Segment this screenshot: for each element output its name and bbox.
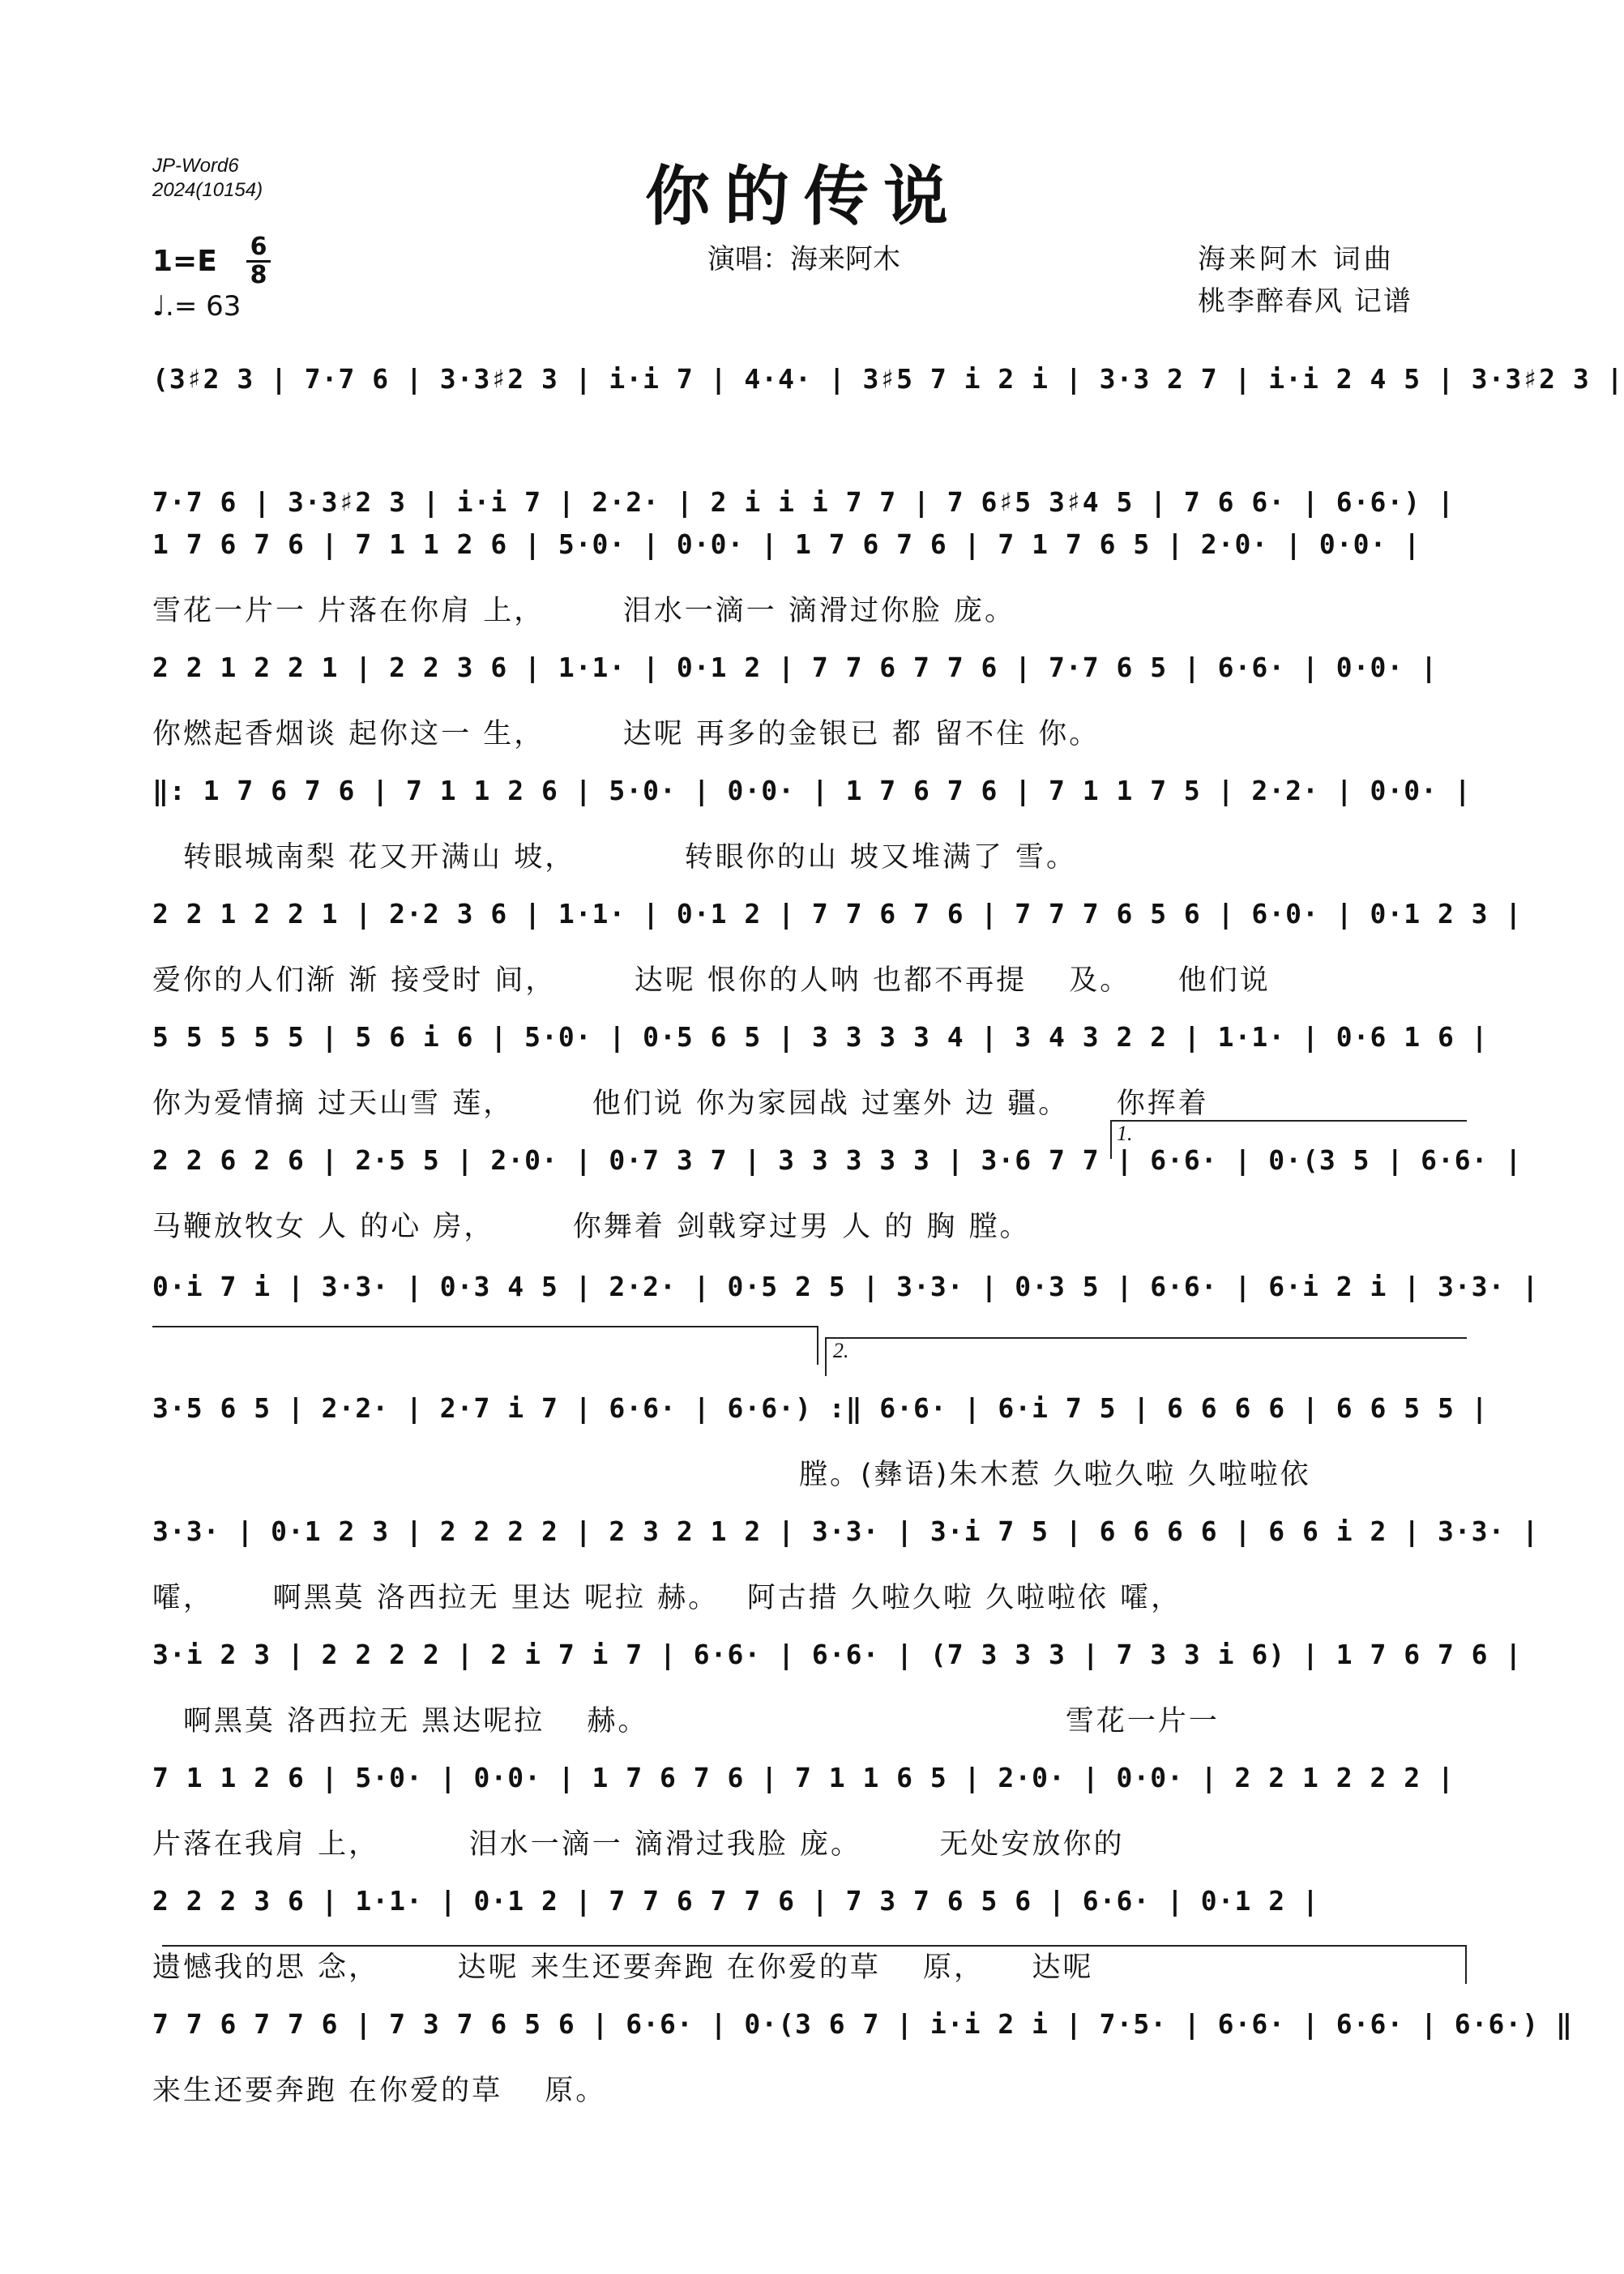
notation-line: 2 2 1 2 2 1 | 2·2 3 6 | 1·1· | 0·1 2 | 7 7 6 7 6 | 7 7 7 6 5 6 | 6·0· | 0·1 2 3 | <box>152 898 1523 930</box>
key-signature: 1=E <box>152 245 217 278</box>
singer-label: 演唱：海来阿木 <box>707 243 900 276</box>
score-system <box>152 888 1523 1002</box>
score-system <box>152 1998 1573 2112</box>
notation-line: 7·7 6 | 3·3♯2 3 | i·i 7 | 2·2· | 2 i i i 7 7 | 7 6♯5 3♯4 5 | 7 6 6· | 6·6·) | <box>152 486 1455 518</box>
lyric-line: 片落在我肩 上， 泪水一滴一 滴滑过我脸 庞。 无处安放你的 <box>152 1828 1125 1861</box>
second-ending-bracket <box>825 1337 1467 1376</box>
score-system <box>152 1629 1523 1742</box>
notation-line: (3♯2 3 | 7·7 6 | 3·3♯2 3 | i·i 7 | 4·4· | 3♯5 7 i 2 i | 3·3 2 7 | i·i 2 4 5 | 3·3♯2 3 | <box>152 363 1624 395</box>
first-ending-continuation-bracket <box>152 1326 818 1365</box>
notation-line: 3·5 6 5 | 2·2· | 2·7 i 7 | 6·6· | 6·6·) :‖ 6·6· | 6·i 7 5 | 6 6 6 6 | 6 6 5 5 | <box>152 1392 1489 1424</box>
notation-line: 3·i 2 3 | 2 2 2 2 | 2 i 7 i 7 | 6·6· | 6·6· | (7 3 3 3 | 7 3 3 i 6) | 1 7 6 7 6 | <box>152 1639 1523 1670</box>
lyric-line: 你燃起香烟谈 起你这一 生， 达呢 再多的金银已 都 留不住 你。 <box>152 718 1100 750</box>
lyric-line: 膛。(彝语)朱木惹 久啦久啦 久啦啦依 <box>152 1459 1311 1491</box>
software-label: JP-Word6 <box>152 155 239 177</box>
lyric-line: 雪花一片一 片落在你肩 上， 泪水一滴一 滴滑过你脸 庞。 <box>152 595 1016 627</box>
notation-line: 3·3· | 0·1 2 3 | 2 2 2 2 | 2 3 2 1 2 | 3·3· | 3·i 7 5 | 6 6 6 6 | 6 6 i 2 | 3·3· | <box>152 1515 1540 1547</box>
time-signature <box>246 235 271 288</box>
lyric-line: 转眼城南梨 花又开满山 坡， 转眼你的山 坡又堆满了 雪。 <box>152 841 1078 874</box>
first-ending-label: 1. <box>1117 1122 1133 1145</box>
notation-line: 2 2 6 2 6 | 2·5 5 | 2·0· | 0·7 3 7 | 3 3 3 3 3 | 3·6 7 7 | 6·6· | 0·(3 5 | 6·6· | <box>152 1144 1523 1176</box>
score-code: 2024(10154) <box>152 179 263 201</box>
first-ending-bracket <box>1110 1120 1467 1159</box>
notation-line: 5 5 5 5 5 | 5 6 i 6 | 5·0· | 0·5 6 5 | 3 3 3 3 4 | 3 4 3 2 2 | 1·1· | 0·6 1 6 | <box>152 1021 1489 1053</box>
notation-line: 1 7 6 7 6 | 7 1 1 2 6 | 5·0· | 0·0· | 1 7 6 7 6 | 7 1 7 6 5 | 2·0· | 0·0· | <box>152 528 1421 560</box>
score-system <box>152 642 1465 755</box>
notation-line: 7 1 1 2 6 | 5·0· | 0·0· | 1 7 6 7 6 | 7 1 1 6 5 | 2·0· | 0·0· | 2 2 1 2 2 2 | <box>152 1762 1455 1793</box>
tempo-marking: ♩.= 63 <box>152 290 241 323</box>
score-system <box>152 1506 1540 1619</box>
notation-line: 7 7 6 7 7 6 | 7 3 7 6 5 6 | 6·6· | 0·(3 6 7 | i·i 2 i | 7·5· | 6·6· | 6·6· | 6·6·) ‖ <box>152 2008 1573 2040</box>
second-ending-label: 2. <box>833 1339 849 1362</box>
lyric-line: 嚯， 啊黑莫 洛西拉无 里达 呢拉 赫。 阿古措 久啦久啦 久啦啦依 嚯， <box>152 1582 1182 1614</box>
lyric-line: 来生还要奔跑 在你爱的草 原。 <box>152 2075 607 2107</box>
time-denominator: 8 <box>250 261 267 289</box>
notation-line: ‖: 1 7 6 7 6 | 7 1 1 2 6 | 5·0· | 0·0· | 1 7 6 7 6 | 7 1 1 7 5 | 2·2· | 0·0· | <box>152 775 1472 806</box>
lyric-line: 爱你的人们渐 渐 接受时 间， 达呢 恨你的人呐 也都不再提 及。 他们说 <box>152 964 1271 997</box>
coda-bracket <box>162 1945 1467 1984</box>
transcriber: 桃李醉春风 记谱 <box>1198 285 1412 318</box>
lyricist-composer: 海来阿木 词曲 <box>1198 243 1395 276</box>
time-numerator: 6 <box>250 233 267 261</box>
score-system <box>152 353 1624 467</box>
lyric-line: 遗憾我的思 念， 达呢 来生还要奔跑 在你爱的草 原， 达呢 <box>152 1951 1094 1984</box>
score-system <box>152 1383 1489 1496</box>
notation-line: 2 2 1 2 2 1 | 2 2 3 6 | 1·1· | 0·1 2 | 7 7 6 7 7 6 | 7·7 6 5 | 6·6· | 0·0· | <box>152 652 1438 683</box>
lyric-line: 马鞭放牧女 人 的心 房， 你舞着 剑戟穿过男 人 的 胸 膛。 <box>152 1211 1031 1243</box>
score-system <box>152 1752 1465 1866</box>
notation-line: 2 2 2 3 6 | 1·1· | 0·1 2 | 7 7 6 7 7 6 | 7 3 7 6 5 6 | 6·6· | 0·1 2 | <box>152 1885 1319 1917</box>
notation-line: 0·i 7 i | 3·3· | 0·3 4 5 | 2·2· | 0·5 2 5 | 3·3· | 0·3 5 | 6·6· | 6·i 2 i | 3·3· | <box>152 1271 1540 1302</box>
lyric-line: 你为爱情摘 过天山雪 莲， 他们说 你为家园战 过塞外 边 疆。 你挥着 <box>152 1088 1209 1120</box>
page-title: 你的传说 <box>645 158 963 234</box>
lyric-line: 啊黑莫 洛西拉无 黑达呢拉 赫。 雪花一片一 <box>152 1705 1220 1738</box>
score-system <box>152 1011 1489 1125</box>
score-system <box>152 519 1465 632</box>
score-system <box>152 765 1472 878</box>
